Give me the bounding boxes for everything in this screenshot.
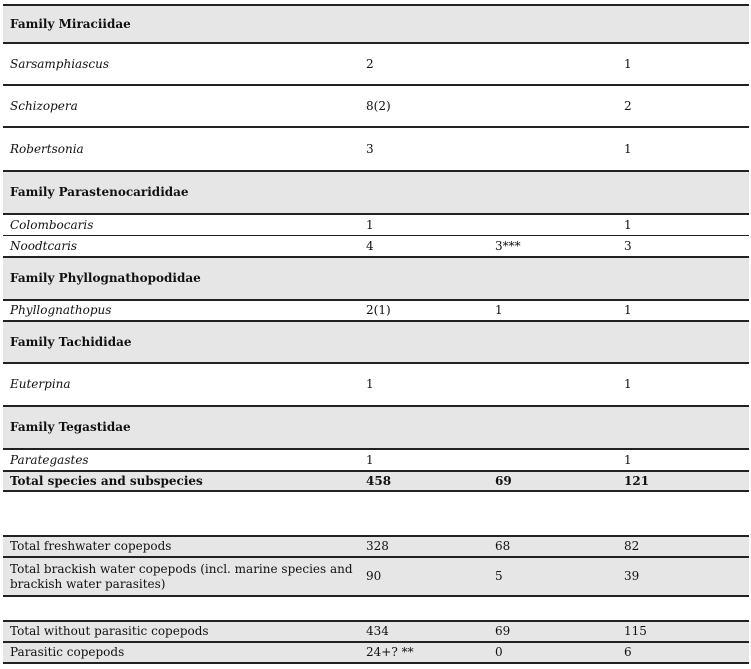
row-label: Total brackish water copepods (incl. marine species and brackish water parasites) [10, 561, 353, 591]
cell-c2: 3 [366, 141, 374, 156]
family-header-row [3, 405, 749, 448]
cell-c2: 4 [366, 238, 374, 253]
cell-c2: 1 [366, 217, 374, 232]
table-row [3, 84, 749, 126]
row-label: Total without parasitic copepods [10, 624, 209, 638]
row-label: Phyllognathopus [10, 303, 112, 317]
cell-c4: 1 [624, 56, 632, 71]
row-label: Family Miraciidae [10, 16, 131, 31]
row-label: Euterpina [10, 377, 71, 391]
row-label: Colombocaris [10, 217, 94, 232]
cell-c3: 0 [495, 645, 503, 659]
row-label: Total freshwater copepods [10, 539, 172, 553]
cell-c2: 328 [366, 539, 389, 553]
table-row [3, 362, 749, 405]
cell-c4: 1 [624, 217, 632, 232]
cell-c2: 2(1) [366, 303, 391, 317]
table-row [3, 126, 749, 170]
row-label: Noodtcaris [10, 238, 78, 253]
cell-c4: 6 [624, 645, 632, 659]
row-label: Family Tachididae [10, 334, 132, 349]
cell-c2: 2 [366, 56, 374, 71]
table-row [3, 470, 749, 492]
cell-c2: 24+? ** [366, 645, 414, 659]
row-label: Family Tegastidae [10, 420, 131, 434]
cell-c4: 1 [624, 377, 632, 391]
row-label: Schizopera [10, 98, 78, 113]
cell-c4: 2 [624, 98, 632, 113]
cell-c3: 1 [495, 303, 503, 317]
row-label: Parasitic copepods [10, 645, 125, 659]
cell-c3: 69 [495, 624, 511, 638]
table-row [3, 535, 749, 556]
cell-c2: 8(2) [366, 98, 391, 113]
table-row [3, 213, 749, 235]
cell-c2: 458 [366, 473, 392, 488]
cell-c2: 1 [366, 377, 374, 391]
cell-c4: 1 [624, 452, 632, 467]
row-label: Family Parastenocarididae [10, 185, 189, 199]
cell-c4: 121 [624, 473, 650, 488]
cell-c4: 82 [624, 539, 640, 553]
table-row [3, 235, 749, 256]
row-label: Robertsonia [10, 141, 84, 156]
cell-c2: 1 [366, 452, 374, 467]
table-row [3, 556, 749, 597]
row-label: Total species and subspecies [10, 473, 203, 488]
family-header-row [3, 170, 749, 213]
cell-c3: 69 [495, 473, 512, 488]
family-header-row [3, 256, 749, 299]
cell-c2: 90 [366, 569, 382, 583]
table-row [3, 641, 749, 664]
family-header-row [3, 320, 749, 362]
table-row [3, 42, 749, 84]
table-row [3, 448, 749, 470]
cell-c4: 1 [624, 303, 632, 317]
cell-c4: 1 [624, 141, 632, 156]
cell-c4: 39 [624, 569, 640, 583]
family-header-row [3, 4, 749, 42]
cell-c4: 115 [624, 624, 647, 638]
row-label: Sarsamphiascus [10, 56, 109, 71]
cell-c3: 5 [495, 569, 503, 583]
table-row [3, 620, 749, 641]
cell-c2: 434 [366, 624, 389, 638]
table-row [3, 299, 749, 320]
row-label: Parategastes [10, 452, 89, 467]
cell-c3: 3*** [495, 238, 521, 253]
cell-c4: 3 [624, 238, 632, 253]
cell-c3: 68 [495, 539, 511, 553]
row-label: Family Phyllognathopodidae [10, 271, 201, 285]
